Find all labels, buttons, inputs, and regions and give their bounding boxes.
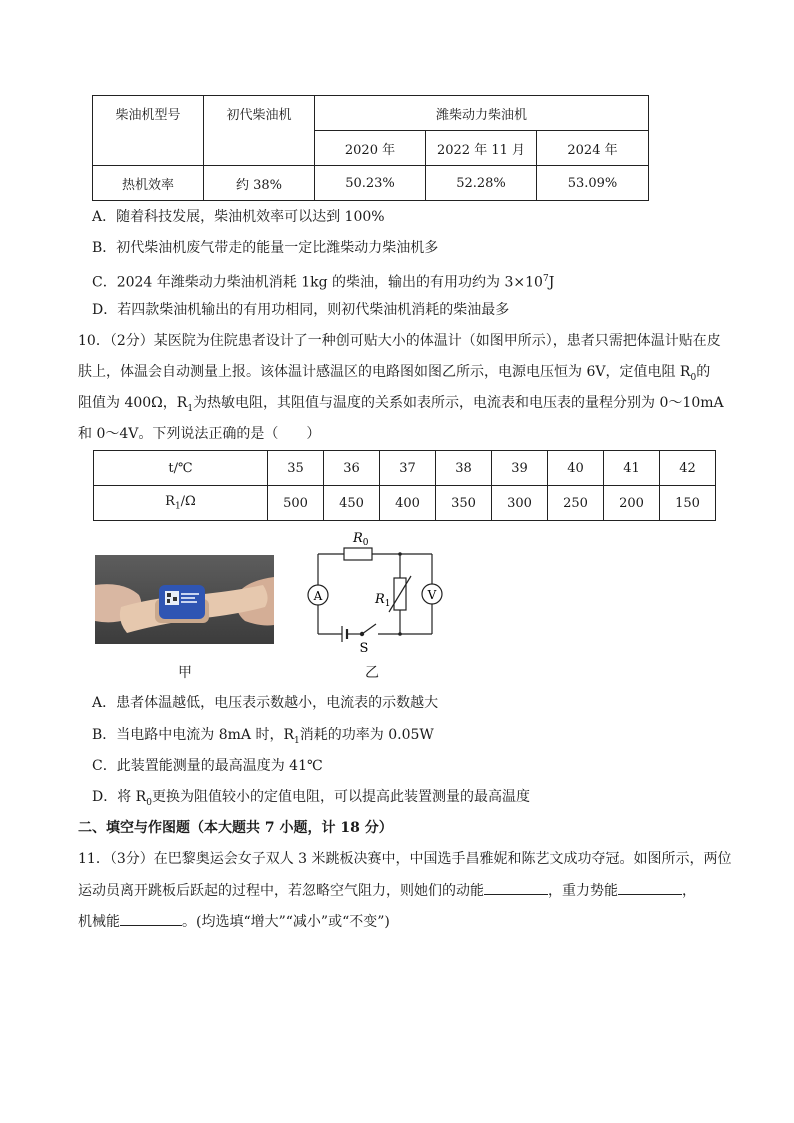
q10-option-c: C．此装置能测量的最高温度为 41℃ <box>92 758 323 774</box>
q10-option-a: A．患者体温越低，电压表示数越小，电流表的示数越大 <box>92 695 439 711</box>
resistor-r0 <box>344 548 372 560</box>
table-cell: 39 <box>492 451 548 486</box>
q9-option-b: B．初代柴油机废气带走的能量一定比潍柴动力柴油机多 <box>92 240 439 256</box>
diesel-efficiency-table <box>92 95 649 201</box>
circuit-diagram <box>300 528 450 678</box>
q9-option-a: A．随着科技发展，柴油机效率可以达到 100% <box>92 209 385 225</box>
header-year-2024: 2024 年 <box>537 131 649 166</box>
table-cell: 40 <box>548 451 604 486</box>
row-label-efficiency: 热机效率 <box>93 166 204 201</box>
label-r0 <box>352 531 369 548</box>
q10-option-b-sub: 1 <box>294 735 300 746</box>
table-cell: 300 <box>492 486 548 521</box>
table-cell: 250 <box>548 486 604 521</box>
table-cell: 52.28% <box>426 166 537 201</box>
label-r1 <box>374 592 391 609</box>
table-cell: 500 <box>268 486 324 521</box>
header-year-2022: 2022 年 11 月 <box>426 131 537 166</box>
header-first-gen: 初代柴油机 <box>204 96 315 166</box>
table-cell: 37 <box>380 451 436 486</box>
table-cell: 400 <box>380 486 436 521</box>
voltmeter-label: V <box>427 588 437 602</box>
row-label-resistance-unit: /Ω <box>180 494 196 510</box>
label-r0-main: R <box>353 531 363 546</box>
q9-option-c-text: C．2024 年潍柴动力柴油机消耗 1kg 的柴油，输出的有用功约为 3×10 <box>92 274 543 291</box>
qr-mark <box>167 593 171 597</box>
figure-caption-yi: 乙 <box>365 665 379 681</box>
q11-stem-line2 <box>78 880 696 901</box>
q10-stem-line2-sub: 0 <box>690 372 697 383</box>
answer-blank-potential[interactable] <box>618 880 682 895</box>
table-cell: 350 <box>436 486 492 521</box>
answer-blank-kinetic[interactable] <box>484 880 548 895</box>
qr-mark <box>167 599 170 603</box>
table-cell: 50.23% <box>315 166 426 201</box>
table-cell: 42 <box>660 451 716 486</box>
thermometer-photo-drawing <box>95 555 274 644</box>
q9-option-d: D．若四款柴油机输出的有用功相同，则初代柴油机消耗的柴油最多 <box>92 302 510 318</box>
q10-stem-line1: 10．（2分）某医院为住院患者设计了一种创可贴大小的体温计（如图甲所示），患者只需把体温计贴在皮 <box>78 333 721 349</box>
q10-stem-line3-sub: 1 <box>187 403 194 414</box>
thermistor-arrow <box>389 576 411 612</box>
q11-stem-line3-a: 机械能 <box>78 914 120 930</box>
junction-dot <box>398 632 402 636</box>
table-cell: 53.09% <box>537 166 649 201</box>
table-cell: 36 <box>324 451 380 486</box>
section-heading: 二、填空与作图题（本大题共 7 小题，计 18 分） <box>78 820 393 836</box>
q10-stem-line2-text: 肤上，体温会自动测量上报。该体温计感温区的电路图如图乙所示，电源电压恒为 6V，定值电阻 R <box>78 364 691 380</box>
label-r1-main: R <box>375 592 385 607</box>
table-cell: 150 <box>660 486 716 521</box>
table-cell: 约 38% <box>204 166 315 201</box>
q10-stem-line3 <box>78 393 724 419</box>
q10-option-b <box>92 725 434 751</box>
row-label-resistance-r: R <box>165 494 175 510</box>
q9-option-c-unit: J <box>548 274 555 291</box>
thermistor-table <box>93 450 716 521</box>
table-cell: 35 <box>268 451 324 486</box>
q11-stem-line2-c: ， <box>682 883 696 899</box>
device-label-line <box>181 601 197 603</box>
q9-option-c-exp: 7 <box>542 274 549 284</box>
row-label-resistance <box>94 486 268 521</box>
junction-dot <box>398 552 402 556</box>
ammeter-label: A <box>313 589 323 603</box>
table-cell: 450 <box>324 486 380 521</box>
q11-stem-line2-b: ，重力势能 <box>548 883 618 899</box>
q10-option-b-text: B．当电路中电流为 8mA 时，R <box>92 727 295 743</box>
qr-mark <box>173 597 177 601</box>
device-label-line <box>181 597 195 599</box>
q10-stem-line2 <box>78 362 710 388</box>
answer-blank-mechanical[interactable] <box>120 911 182 926</box>
q10-option-b-end: 消耗的功率为 0.05W <box>299 727 434 743</box>
q10-option-d-sub: 0 <box>146 797 152 808</box>
device-label-line <box>181 593 199 595</box>
label-r1-sub: 1 <box>384 599 391 609</box>
header-weichai: 潍柴动力柴油机 <box>315 96 649 131</box>
table-cell: 200 <box>604 486 660 521</box>
row-label-temperature: t/℃ <box>94 451 268 486</box>
q11-stem-line3-b: 。(均选填“增大”“减小”或“不变”) <box>182 914 390 930</box>
switch-label: S <box>359 641 369 656</box>
figure-caption-jia: 甲 <box>178 665 192 681</box>
q10-option-d-end: 更换为阻值较小的定值电阻，可以提高此装置测量的最高温度 <box>151 789 530 805</box>
table-cell: 38 <box>436 451 492 486</box>
switch-lever <box>362 624 376 634</box>
q11-stem-line3 <box>78 911 390 932</box>
q10-stem-line2-end: 的 <box>696 364 711 380</box>
q9-option-c <box>92 269 554 293</box>
q11-stem-line2-a: 运动员离开跳板后跃起的过程中，若忽略空气阻力，则她们的动能 <box>78 883 484 899</box>
q10-option-d <box>92 787 530 813</box>
row-label-resistance-sub: 1 <box>174 501 181 512</box>
label-r0-sub: 0 <box>362 538 369 548</box>
q10-stem-line3-b: 为热敏电阻，其阻值与温度的关系如表所示，电流表和电压表的量程分别为 0～10mA <box>193 395 724 411</box>
header-year-2020: 2020 年 <box>315 131 426 166</box>
q11-stem-line1: 11．（3分）在巴黎奥运会女子双人 3 米跳板决赛中，中国选手昌雅妮和陈艺文成功夺冠。如图所示，两位 <box>78 851 732 867</box>
thermometer-photo <box>95 555 274 644</box>
q10-stem-line4: 和 0～4V。下列说法正确的是（ ） <box>78 426 321 442</box>
header-model: 柴油机型号 <box>93 96 204 166</box>
table-cell: 41 <box>604 451 660 486</box>
q10-option-d-text: D．将 R <box>92 789 147 805</box>
q10-stem-line3-a: 阻值为 400Ω，R <box>78 395 188 411</box>
